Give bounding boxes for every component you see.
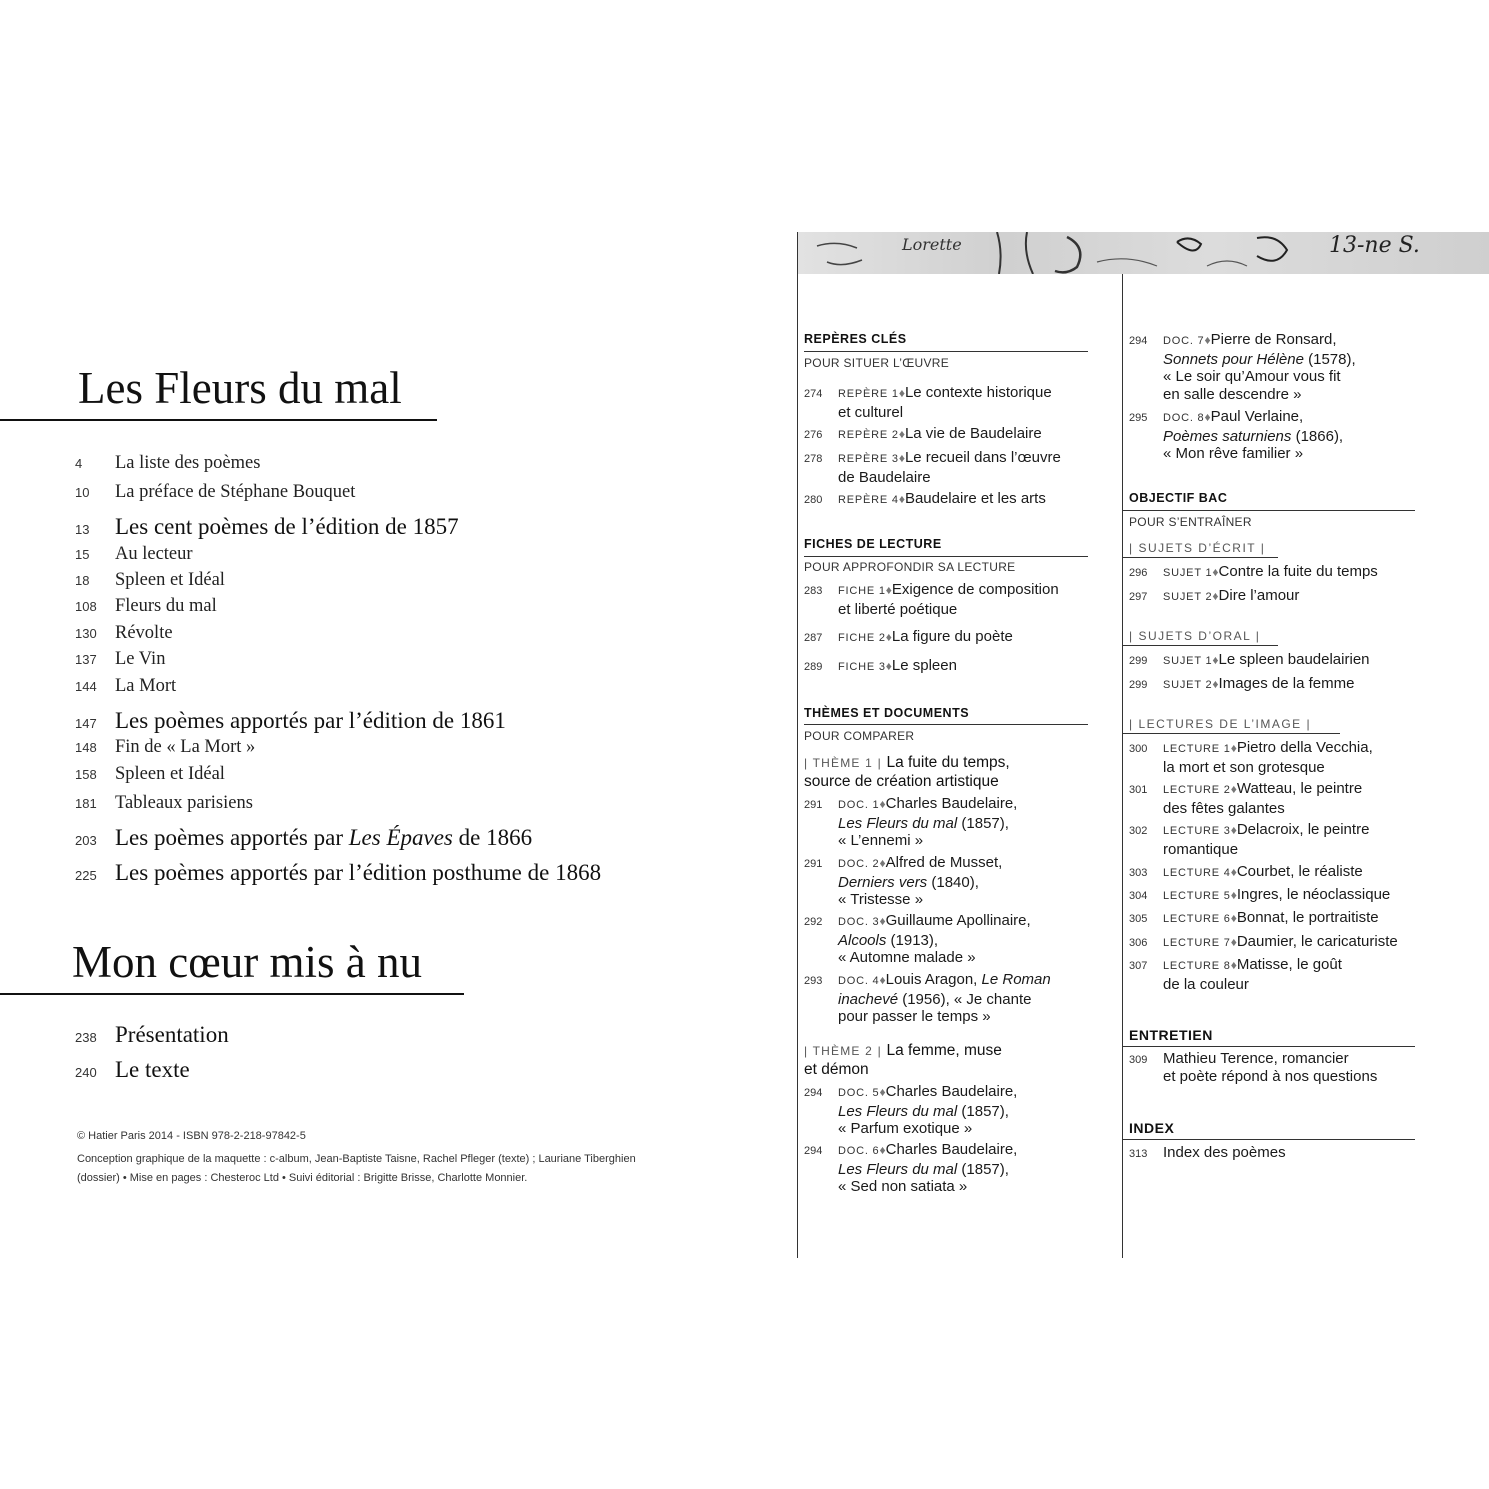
toc-entry[interactable]: 147 Les poèmes apportés par l’édition de 1861 (75, 708, 506, 733)
index-heading: INDEX (1129, 1120, 1175, 1136)
entretien-heading: ENTRETIEN (1129, 1027, 1213, 1043)
fleurs-title: Les Fleurs du mal (0, 366, 437, 421)
themes-heading: THÈMES ET DOCUMENTS (804, 706, 970, 720)
toc-entry[interactable]: 238 Présentation (75, 1022, 229, 1047)
copyright-line: © Hatier Paris 2014 - ISBN 978-2-218-97842-5 (77, 1130, 306, 1142)
manuscript-strip (797, 232, 1489, 274)
column-divider (1122, 274, 1123, 1258)
manuscript-sketch-image (797, 232, 1489, 274)
fiches-subheading: POUR APPROFONDIR SA LECTURE (804, 560, 1016, 574)
lectures-image-heading: | LECTURES DE L’IMAGE | (1129, 717, 1312, 731)
fiches-heading: FICHES DE LECTURE (804, 537, 942, 551)
toc-entry[interactable]: 240 Le texte (75, 1057, 190, 1082)
credits-line: (dossier) • Mise en pages : Chesteroc Ltd • Suivi éditorial : Brigitte Brisse, Charlotte Monnier. (77, 1172, 528, 1184)
divider (804, 724, 1088, 725)
themes-subheading: POUR COMPARER (804, 729, 915, 743)
objectif-bac-subheading: POUR S’ENTRAÎNER (1129, 515, 1252, 529)
theme-1-heading: | THÈME 1 | La fuite du temps, source de création artistique (804, 754, 1010, 790)
toc-entry[interactable]: 13 Les cent poèmes de l’édition de 1857 (75, 514, 459, 539)
reperes-subheading: POUR SITUER L’ŒUVRE (804, 356, 950, 370)
divider (1123, 510, 1415, 511)
toc-entry[interactable]: 18 Spleen et Idéal (75, 570, 225, 590)
theme-2-heading: | THÈME 2 | La femme, muse et démon (804, 1042, 1002, 1078)
svg-text:13-ne S.: 13-ne S. (1329, 233, 1420, 258)
sujets-oral-heading: | SUJETS D’ORAL | (1129, 629, 1261, 643)
divider (1123, 645, 1278, 646)
toc-entry[interactable]: 108 Fleurs du mal (75, 596, 217, 616)
svg-text:Lorette: Lorette (902, 235, 962, 254)
toc-entry[interactable]: 144 La Mort (75, 676, 177, 696)
toc-entry[interactable]: 225 Les poèmes apportés par l’édition posthume de 1868 (75, 860, 602, 885)
toc-entry[interactable]: 203 Les poèmes apportés par Les Épaves de 1866 (75, 825, 533, 850)
toc-entry[interactable]: 10 La préface de Stéphane Bouquet (75, 482, 356, 502)
sujets-ecrit-heading: | SUJETS D’ÉCRIT | (1129, 541, 1266, 555)
toc-entry[interactable]: 4 La liste des poèmes (75, 453, 261, 473)
toc-entry[interactable]: 181 Tableaux parisiens (75, 793, 253, 813)
divider (1123, 557, 1278, 558)
credits-line: Conception graphique de la maquette : c-album, Jean-Baptiste Taisne, Rachel Pfleger (texte) ; Lauriane Tiberghien (77, 1153, 636, 1165)
toc-entry[interactable]: 148 Fin de « La Mort » (75, 737, 256, 757)
divider (1123, 733, 1340, 734)
divider (1123, 1046, 1415, 1047)
divider (804, 556, 1088, 557)
divider (804, 351, 1088, 352)
objectif-bac-heading: OBJECTIF BAC (1129, 491, 1228, 505)
coeur-title: Mon cœur mis à nu (0, 940, 464, 995)
toc-entry[interactable]: 15 Au lecteur (75, 544, 193, 564)
toc-entry[interactable]: 130 Révolte (75, 623, 173, 643)
toc-entry[interactable]: 137 Le Vin (75, 649, 166, 669)
divider (1123, 1139, 1415, 1140)
toc-entry[interactable]: 158 Spleen et Idéal (75, 764, 225, 784)
page-border-left (797, 232, 798, 1258)
reperes-heading: REPÈRES CLÉS (804, 332, 907, 346)
